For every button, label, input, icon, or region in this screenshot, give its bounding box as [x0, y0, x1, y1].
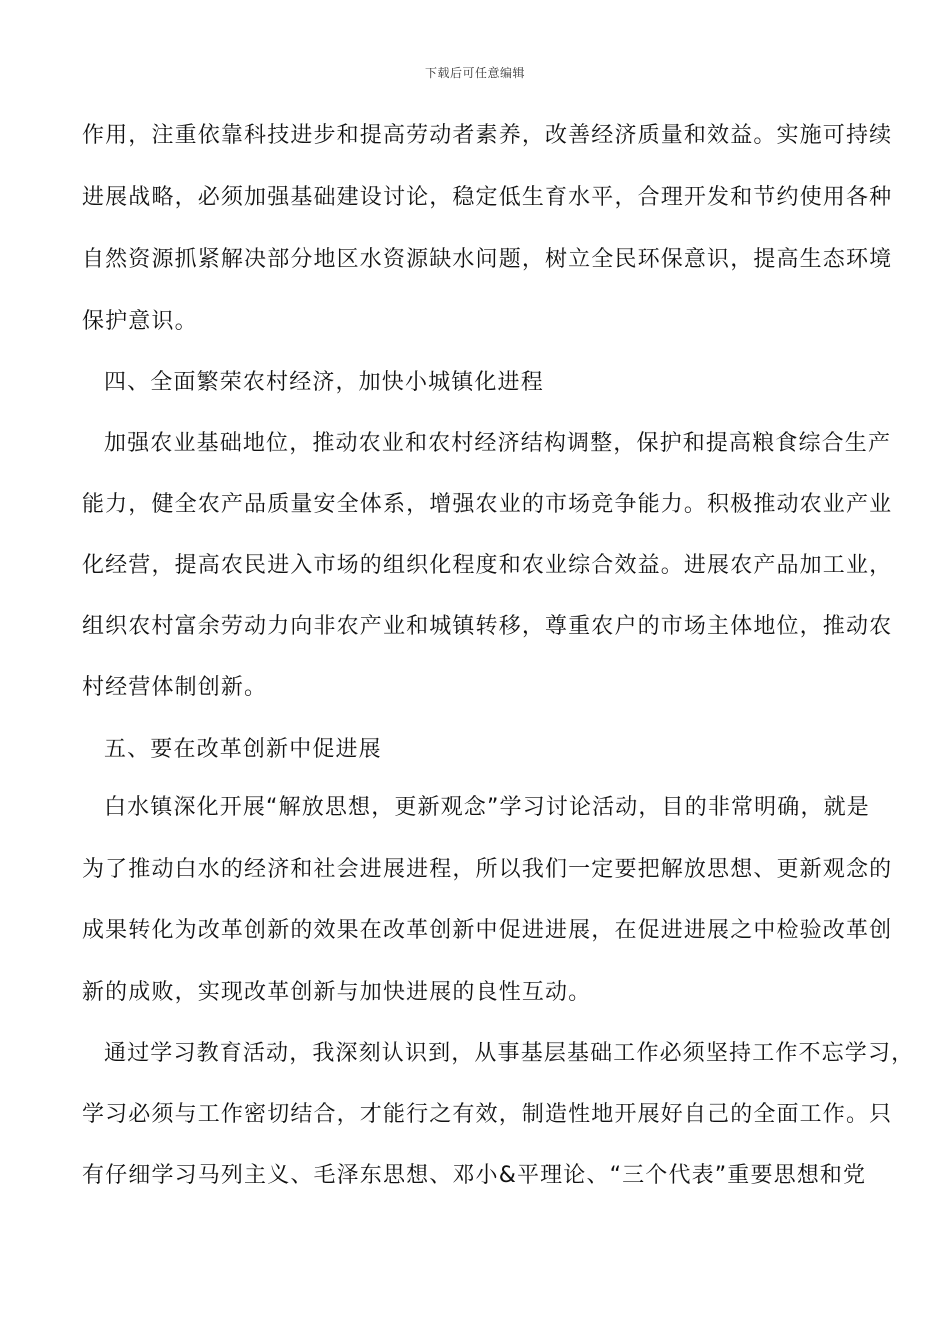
text-line: 化经营，提高农民进入市场的组织化程度和农业综合效益。进展农产品加工业，	[82, 553, 893, 578]
text-line: 成果转化为改革创新的效果在改革创新中促进进展，在促进进展之中检验改革创	[82, 918, 893, 943]
section-heading: 五、要在改革创新中促进展	[104, 737, 382, 762]
text-line: 通过学习教育活动，我深刻认识到，从事基层基础工作必须坚持工作不忘学习，	[104, 1041, 915, 1066]
text-line: 作用，注重依靠科技进步和提高劳动者素养，改善经济质量和效益。实施可持续	[82, 123, 893, 148]
text-line: 白水镇深化开展“解放思想，更新观念”学习讨论活动，目的非常明确，就是	[104, 795, 870, 820]
text-line: 学习必须与工作密切结合，才能行之有效，制造性地开展好自己的全面工作。只	[82, 1102, 893, 1127]
text-line: 自然资源抓紧解决部分地区水资源缺水问题，树立全民环保意识，提高生态环境	[82, 247, 893, 272]
section-heading: 四、全面繁荣农村经济，加快小城镇化进程	[104, 370, 544, 395]
text-line: 加强农业基础地位，推动农业和农村经济结构调整，保护和提高粮食综合生产	[104, 431, 892, 456]
text-line: 为了推动白水的经济和社会进展进程，所以我们一定要把解放思想、更新观念的	[82, 857, 893, 882]
text-line: 能力，健全农产品质量安全体系，增强农业的市场竞争能力。积极推动农业产业	[82, 492, 893, 517]
text-line: 保护意识。	[82, 309, 198, 334]
text-line: 有仔细学习马列主义、毛泽东思想、邓小&平理论、“三个代表”重要思想和党	[82, 1163, 867, 1188]
text-line: 村经营体制创新。	[82, 675, 268, 700]
text-line: 进展战略，必须加强基础建设讨论，稳定低生育水平，合理开发和节约使用各种	[82, 185, 893, 210]
page-header: 下载后可任意编辑	[424, 66, 525, 80]
text-line: 新的成败，实现改革创新与加快进展的良性互动。	[82, 980, 592, 1005]
text-line: 组织农村富余劳动力向非农产业和城镇转移，尊重农户的市场主体地位，推动农	[82, 614, 893, 639]
